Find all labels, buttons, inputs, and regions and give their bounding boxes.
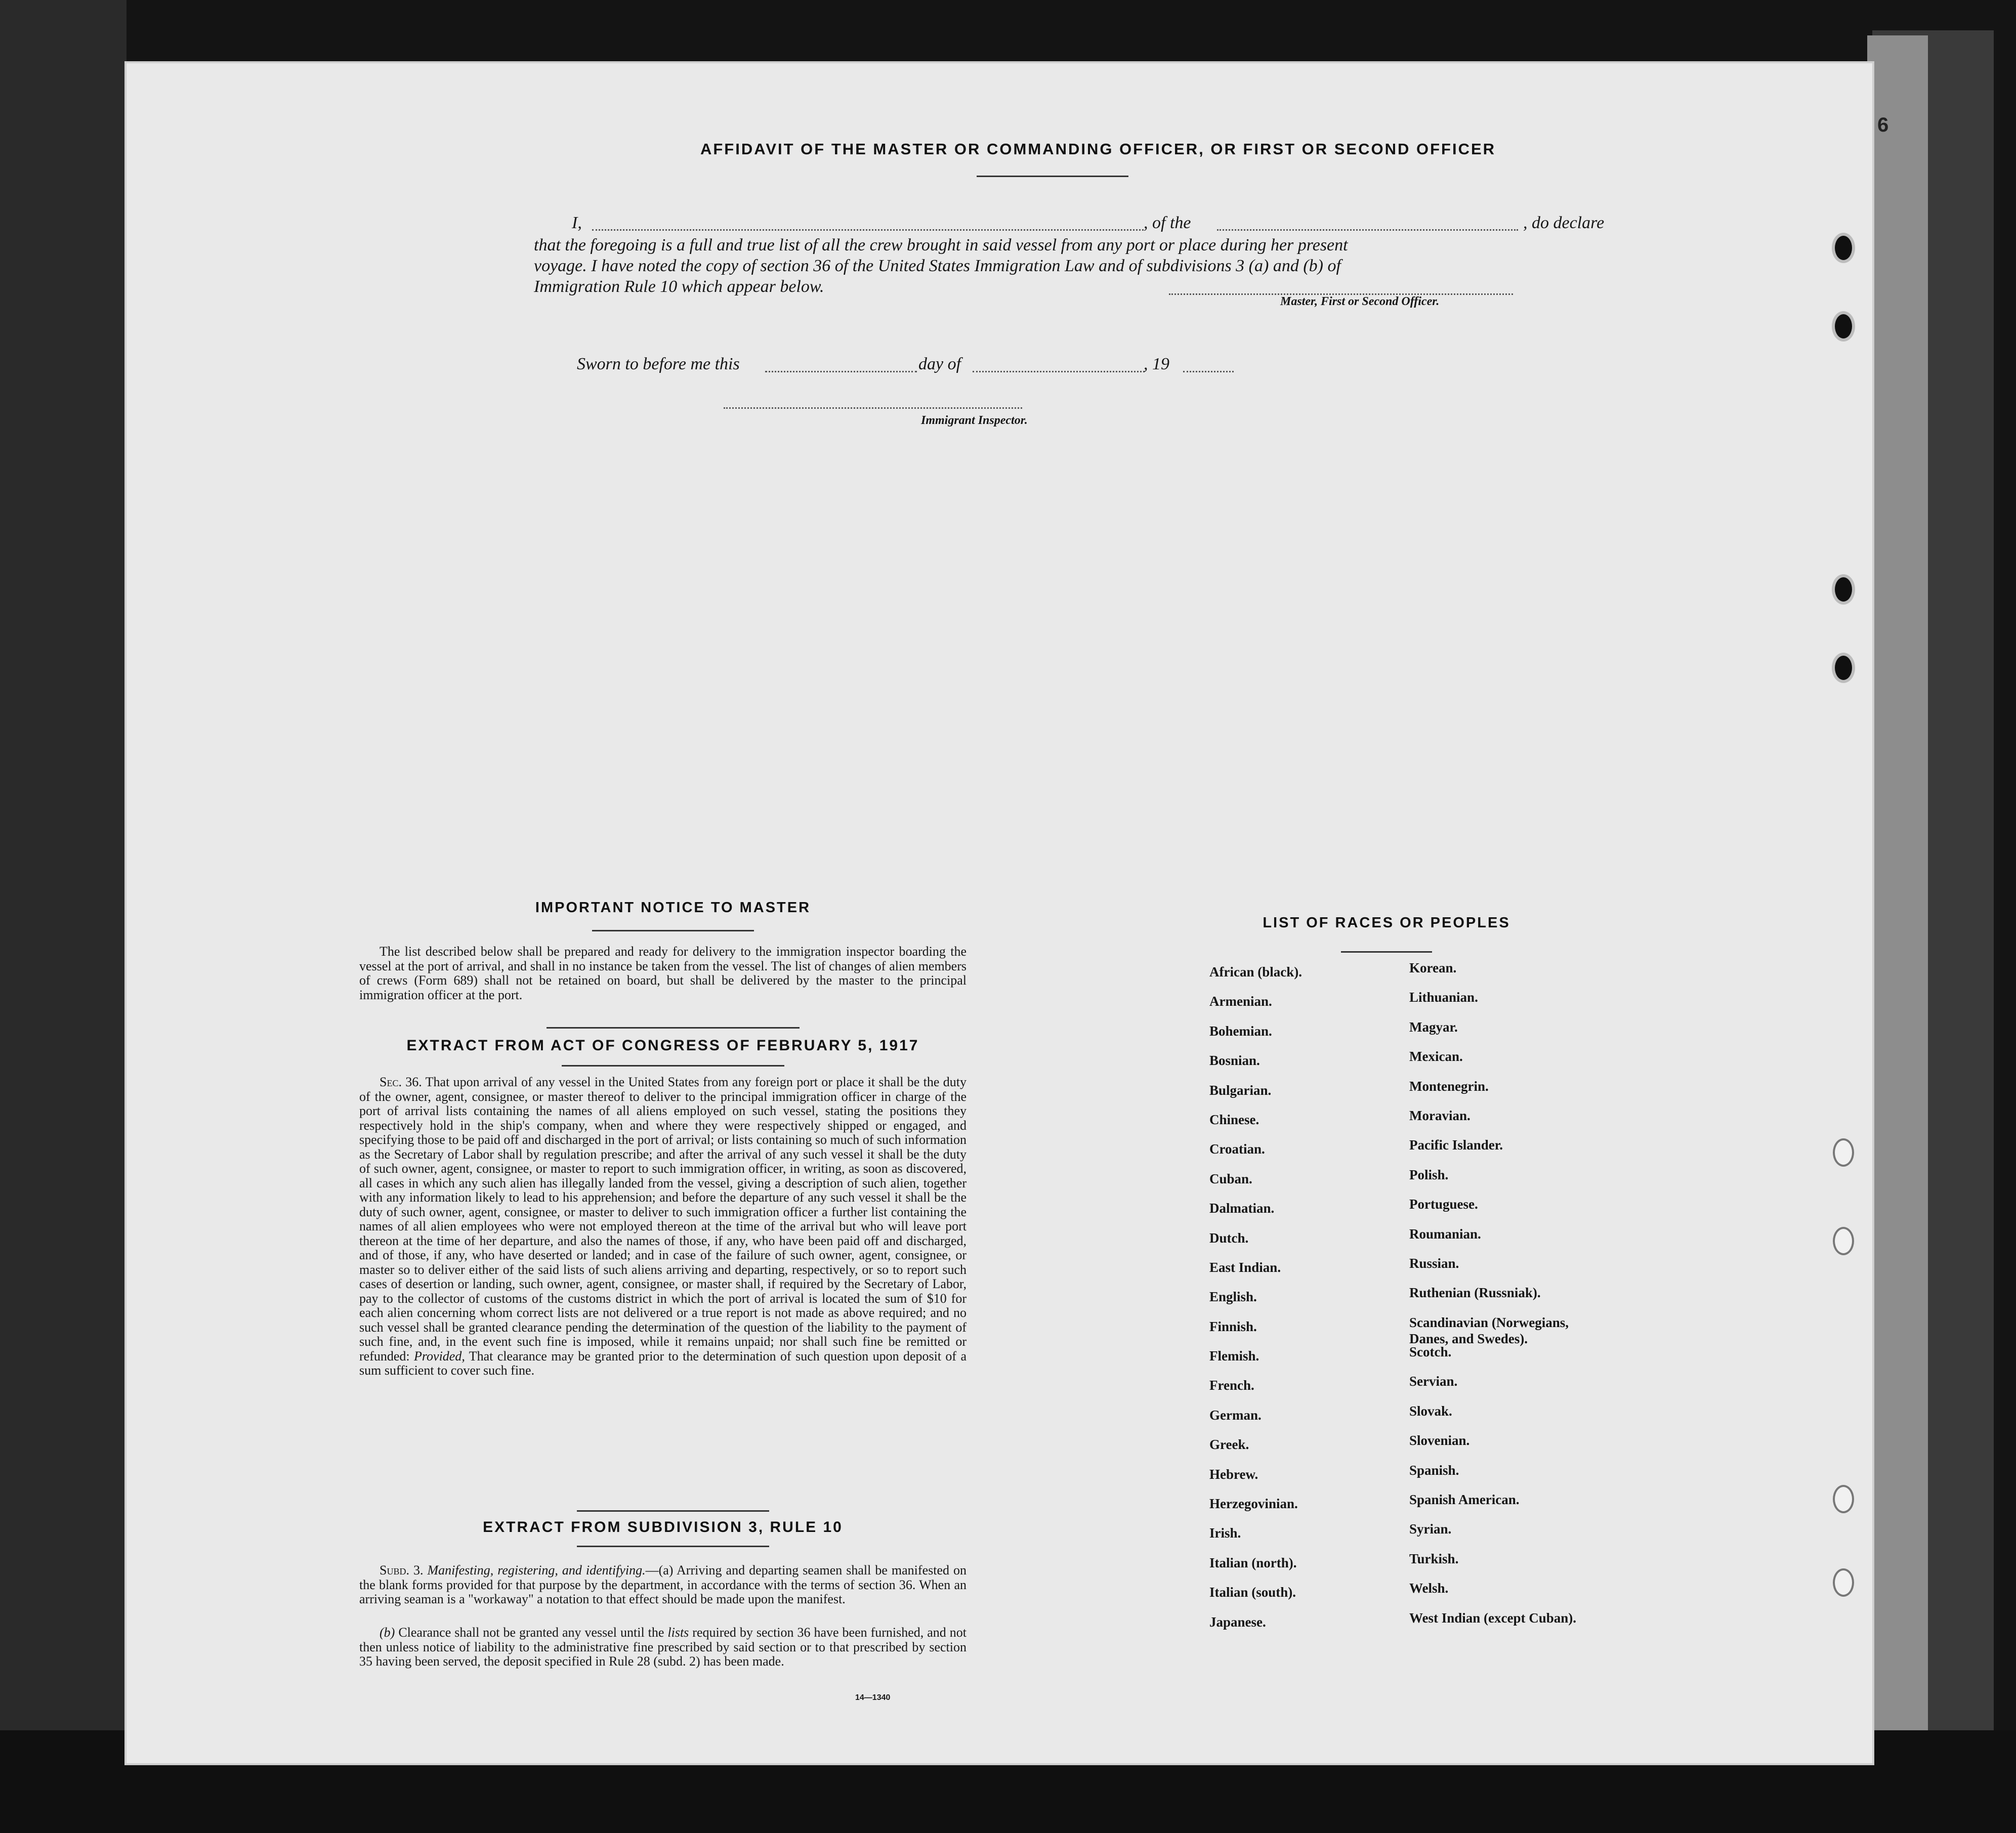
affidavit-declare: , do declare: [1523, 214, 1605, 232]
race-item: Finnish.: [1209, 1318, 1257, 1334]
binder-hole: [1833, 1568, 1854, 1597]
notice-body: The list described below shall be prepared and ready for delivery to the immigration inspector boarding the vessel at the port of arrival, and shall in no instance be taken from the vessel. The list of changes of alien members of crews (Form 689) shall not be retained on board, but shall be delivered by the master to the principal immigration officer at the port.: [359, 944, 967, 1002]
race-item: English.: [1209, 1289, 1257, 1305]
race-item: Montenegrin.: [1409, 1078, 1489, 1094]
race-item: Scandinavian (Norwegians, Danes, and Swedes).: [1409, 1314, 1569, 1346]
affidavit-of-the: , of the: [1144, 214, 1191, 232]
section-label: Sec. 36.: [380, 1075, 422, 1089]
binder-hole: [1832, 574, 1855, 605]
race-item: Spanish American.: [1409, 1492, 1520, 1508]
provided-text: That clearance may be granted prior to the determination of such question upon deposit of a sum sufficient to cover such fine.: [359, 1348, 967, 1378]
race-item: East Indian.: [1209, 1259, 1281, 1275]
subd-para-b: [359, 1626, 967, 1669]
race-item: Cuban.: [1209, 1171, 1252, 1186]
race-item: Syrian.: [1409, 1521, 1452, 1537]
binder-hole: [1833, 1138, 1854, 1167]
race-item: Croatian.: [1209, 1141, 1265, 1157]
race-item: Slovenian.: [1409, 1433, 1470, 1448]
race-item: African (black).: [1209, 964, 1302, 979]
notice-rule: [592, 930, 754, 931]
race-item: Japanese.: [1209, 1614, 1266, 1630]
affidavit-i: I,: [572, 214, 582, 232]
race-item: Turkish.: [1409, 1551, 1459, 1566]
race-item: German.: [1209, 1407, 1262, 1423]
year-label: , 19: [1144, 355, 1169, 373]
race-item: Herzegovinian.: [1209, 1496, 1298, 1512]
para-b-text-1: Clearance shall not be granted any vessel until the: [398, 1625, 664, 1640]
act-title: EXTRACT FROM ACT OF CONGRESS OF FEBRUARY 5, 1917: [406, 1037, 919, 1054]
sworn-day-blank[interactable]: [765, 371, 917, 372]
race-item: Spanish.: [1409, 1462, 1459, 1478]
race-item: Korean.: [1409, 960, 1457, 975]
race-item: Ruthenian (Russniak).: [1409, 1285, 1541, 1301]
para-b-label: (b): [380, 1625, 395, 1640]
race-item: Lithuanian.: [1409, 990, 1478, 1005]
affidavit-body-line2: voyage. I have noted the copy of section 36 of the United States Immigration Law and of subdivisions 3 (a) and (b) of: [534, 257, 1341, 275]
name-blank[interactable]: [592, 229, 1144, 231]
inspector-label: Immigrant Inspector.: [921, 414, 1028, 427]
race-item: Mexican.: [1409, 1049, 1463, 1064]
subd-heading: Manifesting, registering, and identifying.: [427, 1563, 646, 1578]
vessel-blank[interactable]: [1217, 229, 1518, 231]
race-item: Welsh.: [1409, 1581, 1449, 1596]
rule-rule-top: [577, 1510, 769, 1512]
act-rule-top: [547, 1027, 800, 1029]
manifest-page: [127, 63, 1891, 1763]
day-of-label: day of: [918, 355, 961, 373]
title-rule: [977, 176, 1128, 177]
race-item: West Indian (except Cuban).: [1409, 1610, 1577, 1626]
notice-title: IMPORTANT NOTICE TO MASTER: [535, 900, 811, 916]
race-item: Italian (south).: [1209, 1585, 1296, 1600]
race-item: Servian.: [1409, 1374, 1458, 1389]
form-number: 14—1340: [855, 1693, 891, 1702]
sworn-label: Sworn to before me this: [577, 355, 740, 373]
race-item: Pacific Islander.: [1409, 1137, 1503, 1153]
race-item: Roumanian.: [1409, 1226, 1481, 1242]
subd-para-a-text: —(a) Arriving and departing seamen shall be manifested on the blank forms provided for that purpose by the department, in accordance with the terms of section 36. When an arriving seaman is a "workaway" a notation to that effect should be made upon the manifest.: [359, 1563, 967, 1606]
race-item: Flemish.: [1209, 1348, 1259, 1364]
binder-hole: [1832, 233, 1855, 263]
races-title: LIST OF RACES OR PEOPLES: [1263, 915, 1510, 931]
race-item: Hebrew.: [1209, 1466, 1258, 1482]
race-item: Dalmatian.: [1209, 1201, 1275, 1216]
sworn-month-blank[interactable]: [973, 371, 1145, 372]
scan-background-left: [0, 0, 127, 1833]
race-item: Chinese.: [1209, 1112, 1259, 1127]
binder-hole: [1833, 1485, 1854, 1513]
para-b-text-2: required by section 36 have been furnished, and not then unless notice of liability to the administrative fine prescribed by said section or to that prescribed by section 35 having been served, the deposit specified in Rule 28 (subd. 2) has been made.: [359, 1625, 967, 1669]
races-left-column: [1209, 964, 1402, 1643]
race-item: Armenian.: [1209, 994, 1272, 1009]
master-signature-label: Master, First or Second Officer.: [1280, 295, 1440, 308]
rule-rule-bottom: [577, 1546, 769, 1547]
inspector-signature-blank[interactable]: [724, 407, 1022, 409]
race-item: Italian (north).: [1209, 1555, 1297, 1570]
rule-title: EXTRACT FROM SUBDIVISION 3, RULE 10: [483, 1519, 843, 1536]
race-item: Polish.: [1409, 1167, 1449, 1182]
race-item: Greek.: [1209, 1437, 1249, 1453]
race-item: Scotch.: [1409, 1344, 1452, 1360]
race-item: Moravian.: [1409, 1107, 1471, 1123]
provided-label: Provided,: [414, 1348, 465, 1363]
race-item: Magyar.: [1409, 1019, 1458, 1035]
act-body: [359, 1075, 967, 1378]
subd-para-a: [359, 1563, 967, 1607]
race-item: Portuguese.: [1409, 1197, 1478, 1212]
underlying-page-edge: [1867, 35, 1928, 1796]
subd-label: Subd. 3.: [380, 1563, 424, 1578]
para-b-lists: lists: [667, 1625, 689, 1640]
affidavit-title: AFFIDAVIT OF THE MASTER OR COMMANDING OFFICER, OR FIRST OR SECOND OFFICER: [700, 140, 1496, 158]
races-right-column: [1409, 960, 1602, 1639]
page-number: 6: [1877, 114, 1891, 136]
binder-hole: [1832, 311, 1855, 342]
races-rule: [1341, 951, 1432, 953]
race-item: Dutch.: [1209, 1230, 1249, 1246]
affidavit-body-line1: that the foregoing is a full and true list of all the crew brought in said vessel from any port or place during her present: [534, 236, 1348, 254]
sworn-year-blank[interactable]: [1183, 371, 1234, 372]
binder-hole: [1832, 653, 1855, 683]
race-item: Slovak.: [1409, 1403, 1452, 1419]
race-item: Russian.: [1409, 1255, 1459, 1271]
section-36-text: That upon arrival of any vessel in the United States from any foreign port or place it shall be the duty of the owner, agent, consignee, or master thereof to deliver to the principal immigration officer in charge of the port of arrival lists containing the names of all aliens employed on such vessel, stating the positions they respectively hold in the ship's company, when and where they were respectively shipped or engaged, and specifying those to be paid off and discharged in the port of arrival; or lists containing so much of such information as the Secretary of Labor shall by regulation prescribe; and after the arrival of any such vessel it shall be the duty of such owner, agent, consignee, or master to report to such immigration officer, in writing, as soon as discovered, all cases in which any such alien has illegally landed from the vessel, giving a description of such alien, together with any information likely to lead to his apprehension; and before the departure of any such vessel it shall be the duty of such owner, agent, consignee, or master to deliver to such immigration officer a further list containing the names of all alien employees who were not employed thereon at the time of the arrival but who will leave port thereon at the time of her departure, and also the names of those, if any, who have been paid off and discharged, and of those, if any, who have deserted or landed; and in case of the failure of such owner, agent, consignee, or master so to deliver either of the said lists of such aliens arriving and departing, respectively, or so to report such cases of desertion or landing, such owner, agent, consignee, or master shall, if required by the Secretary of Labor, pay to the collector of customs of the customs district in which the port of arrival is located the sum of $10 for each alien concerning whom correct lists are not delivered or a true report is not made as above required; and no such vessel shall be granted clearance pending the determination of the question of the liability to the payment of such fine, and, in the event such fine is imposed, while it remains unpaid; nor shall such fine be remitted or refunded:: [359, 1075, 967, 1363]
binder-hole: [1833, 1227, 1854, 1255]
race-item: Bohemian.: [1209, 1023, 1272, 1039]
race-item: Bosnian.: [1209, 1053, 1260, 1069]
affidavit-body-line3: Immigration Rule 10 which appear below.: [534, 277, 824, 296]
race-item: Irish.: [1209, 1525, 1241, 1541]
act-rule-bottom: [562, 1065, 784, 1067]
race-item: Bulgarian.: [1209, 1082, 1272, 1098]
race-item: French.: [1209, 1378, 1254, 1393]
